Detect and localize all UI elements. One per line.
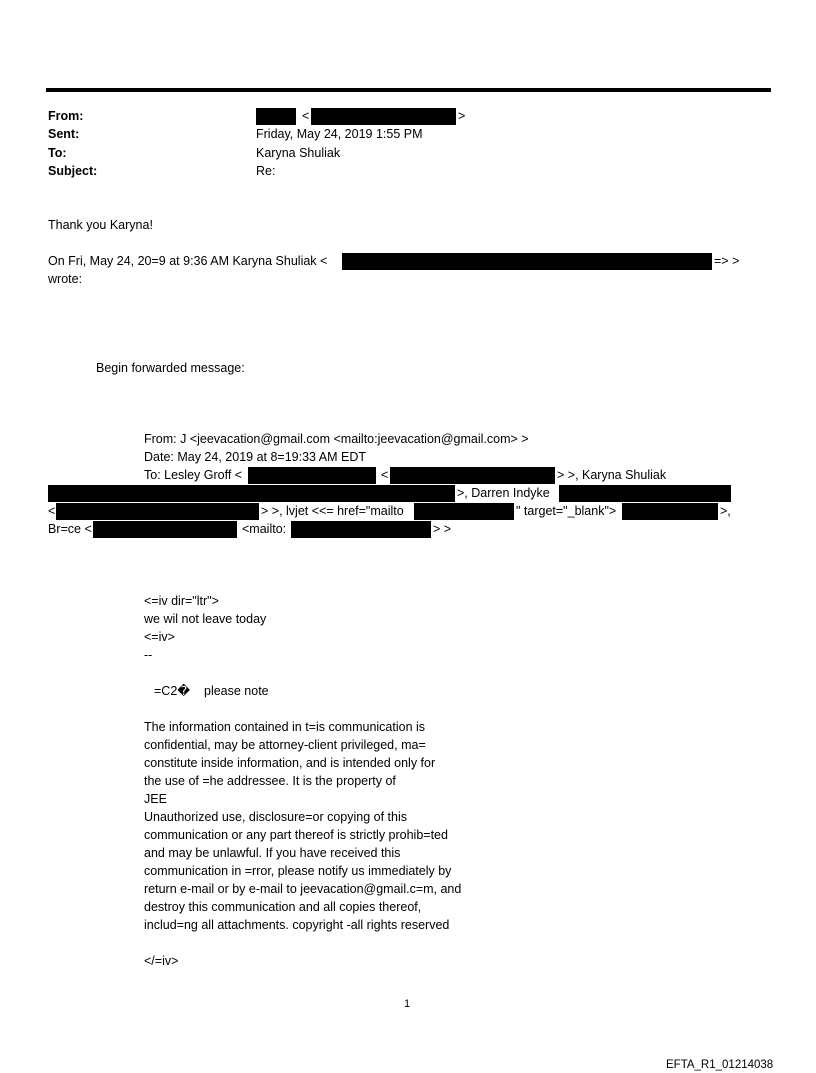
message-text: we wil not leave today <box>144 612 267 626</box>
line5-c: " target="_blank"> <box>516 504 617 518</box>
disclaimer-line: the use of =he addressee. It is the property of <box>144 774 396 788</box>
sig-separator: -- <box>144 648 153 662</box>
redaction-box <box>414 503 514 520</box>
line5-d: >, <box>720 504 731 518</box>
disclaimer-line: communication in =rror, please notify us immediately by <box>144 864 452 878</box>
fwd-to-b: < <box>381 468 389 482</box>
disclaimer-line: The information contained in t=is communication is <box>144 720 426 734</box>
disclaimer-line: constitute inside information, and is intended only for <box>144 756 436 770</box>
disclaimer-line: Unauthorized use, disclosure=or copying of this <box>144 810 407 824</box>
disclaimer-line: includ=ng all attachments. copyright -all rights reserved <box>144 918 450 932</box>
redaction-box <box>291 521 431 538</box>
wrote-line: wrote: <box>48 272 83 286</box>
redaction-box <box>93 521 237 538</box>
document-id: EFTA_R1_01214038 <box>666 1059 774 1071</box>
disclaimer-line: return e-mail or by e-mail to jeevacation@gmail.c=m, and <box>144 882 462 896</box>
redaction-box <box>622 503 718 520</box>
on-line-a: On Fri, May 24, 20=9 at 9:36 AM Karyna Shuliak < <box>48 254 328 268</box>
from-label: From: <box>48 109 84 123</box>
sent-label: Sent: <box>48 127 80 141</box>
redaction-box <box>56 503 259 520</box>
to-label: To: <box>48 146 67 160</box>
div-close-1: <=iv> <box>144 630 175 644</box>
subject-value: Re: <box>256 164 276 178</box>
disclaimer-line: JEE <box>144 792 167 806</box>
disclaimer-line: communication or any part thereof is strictly prohib=ted <box>144 828 448 842</box>
from-gt: > <box>458 109 466 123</box>
fwd-to-a: To: Lesley Groff < <box>144 468 243 482</box>
div-open: <=iv dir="ltr"> <box>144 594 219 608</box>
redaction-box <box>559 485 731 502</box>
line4-a: >, Darren Indyke <box>457 486 550 500</box>
line5-a: < <box>48 504 56 518</box>
line6-c: > > <box>433 522 452 536</box>
redaction-box <box>311 108 456 125</box>
top-rule <box>46 88 771 92</box>
fwd-date: Date: May 24, 2019 at 8=19:33 AM EDT <box>144 450 367 464</box>
fwd-from: From: J <jeevacation@gmail.com <mailto:jeevacation@gmail.com> > <box>144 432 529 446</box>
please-note: =C2� please note <box>154 684 269 698</box>
disclaimer-line: confidential, may be attorney-client privileged, ma= <box>144 738 426 752</box>
subject-label: Subject: <box>48 164 98 178</box>
div-close-2: </=iv> <box>144 954 179 968</box>
thanks-line: Thank you Karyna! <box>48 218 153 232</box>
line6-b: <mailto: <box>242 522 287 536</box>
redaction-box <box>48 485 455 502</box>
page-number: 1 <box>404 998 411 1010</box>
fwd-to-c: > >, Karyna Shuliak <box>557 468 667 482</box>
line5-b: > >, lvjet <<= href="mailto <box>261 504 404 518</box>
on-line-b: => > <box>714 254 740 268</box>
redaction-box <box>248 467 376 484</box>
disclaimer-line: destroy this communication and all copies thereof, <box>144 900 422 914</box>
begin-forwarded: Begin forwarded message: <box>96 361 245 375</box>
redaction-box <box>390 467 555 484</box>
from-lt: < <box>302 109 310 123</box>
sent-value: Friday, May 24, 2019 1:55 PM <box>256 127 423 141</box>
line6-a: Br=ce < <box>48 522 92 536</box>
redaction-box <box>256 108 296 125</box>
redaction-box <box>342 253 712 270</box>
to-value: Karyna Shuliak <box>256 146 341 160</box>
disclaimer-line: and may be unlawful. If you have received this <box>144 846 401 860</box>
